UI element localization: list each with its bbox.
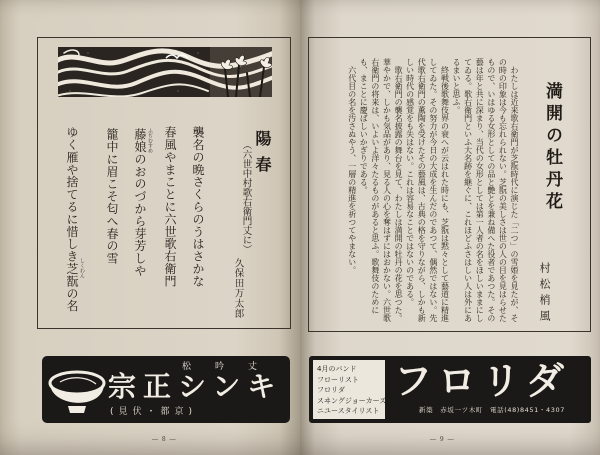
ad-brand-name: 宗正シンキ bbox=[108, 370, 283, 403]
poem-line-4: 籠中に眉こそ匂へ春の雪 bbox=[105, 128, 119, 265]
essay-paragraph: 歌右衛門の襲名披露の舞台を見て、わたしは満開の牡丹の花を思つた。華やかで、しかも気品があり、見る人の心を奪はずにはおかない。六世歌右衛門の将来は、いよいよ洋々たるものがあると思ふ。歌舞伎のためにも、まことに慶ばしいかぎりである。 bbox=[359, 58, 404, 322]
poem-line-5-ruby: しくわん bbox=[79, 258, 85, 278]
poem-line-2: 春風やまことに六世歌右衛門 bbox=[163, 126, 177, 288]
ad-overline: 松吟丈 bbox=[182, 362, 282, 372]
poem-line-3: 藤娘のおのづから芽芳しや bbox=[133, 128, 147, 277]
left-page-number: ― 8 ― bbox=[152, 436, 177, 443]
essay-body bbox=[322, 58, 520, 326]
essay-paragraph: 終戦後歌舞伎界の衰へが云はれた時にも、芝翫は黙々として藝道に精進してゐた。その努力が今日の大成を生んだのであつて、偶然ではない。先代歌右衛門の薫陶を受けたその藝風は、古典の格を守りながら、しかも新しい時代の感覚をも失はない。これは容易なことではないのである。 bbox=[405, 58, 450, 322]
sake-advertisement bbox=[42, 356, 290, 423]
ad-panel-line: 4月のバンド bbox=[317, 365, 357, 373]
ad-info-panel bbox=[313, 360, 385, 419]
ad-panel-line: ニユースタイリスト bbox=[317, 407, 380, 416]
sake-cup-icon bbox=[46, 361, 106, 417]
essay-author: 村松梢風 bbox=[538, 262, 551, 326]
ad-address: 新築 赤坂一ツ木町 電話(48)8451・4307 bbox=[419, 406, 565, 414]
ad-logo: フロリダ bbox=[394, 359, 571, 403]
poem-subtitle: （六世中村歌右衛門丈に） bbox=[240, 140, 252, 254]
wave-iris-illustration bbox=[58, 47, 272, 97]
ad-panel-line: スヰングジョーカーズ bbox=[317, 396, 387, 405]
poem-author: 久保田万太郎 bbox=[232, 258, 244, 319]
essay-title: 満開の牡丹花 bbox=[542, 82, 562, 214]
dance-hall-advertisement bbox=[309, 356, 591, 423]
ad-origin: (見伏・都京) bbox=[110, 407, 198, 417]
essay-paragraph: わたしは近来歌右衛門が芝翫時代に演じた「二つ」の雪姫を見たが、その時の印象は今も忘れられない。芝翫の美しさは世の人の目を見はらせたもので、いはゆる女形としての品と艶とを兼ね備へた役者であつた。その藝は年と共に深まり、当代の女形としては第一人者の名をほしいままにしてゐる。歌右衛門といふ大名跡を継ぐに、これほどふさはしい人は外にあるまいと思ふ。 bbox=[452, 58, 519, 322]
ad-panel-line: フローリスト bbox=[317, 375, 359, 384]
right-page-number: ― 9 ― bbox=[430, 436, 455, 443]
poem-title: 陽春 bbox=[253, 130, 272, 182]
poem-line-5: ゆく雁や捨てるに惜しき芝翫の名 bbox=[65, 126, 79, 312]
poem-line-1: 襲名の晩さくらのうはさかな bbox=[191, 126, 205, 288]
poem-line-3-ruby: ふぢむすめ bbox=[147, 128, 153, 153]
essay-paragraph: 六代目の名を汚さぬやう、一層の精進を祈つてやまない。 bbox=[347, 66, 357, 274]
ad-panel-line: フロリダ bbox=[317, 386, 345, 395]
